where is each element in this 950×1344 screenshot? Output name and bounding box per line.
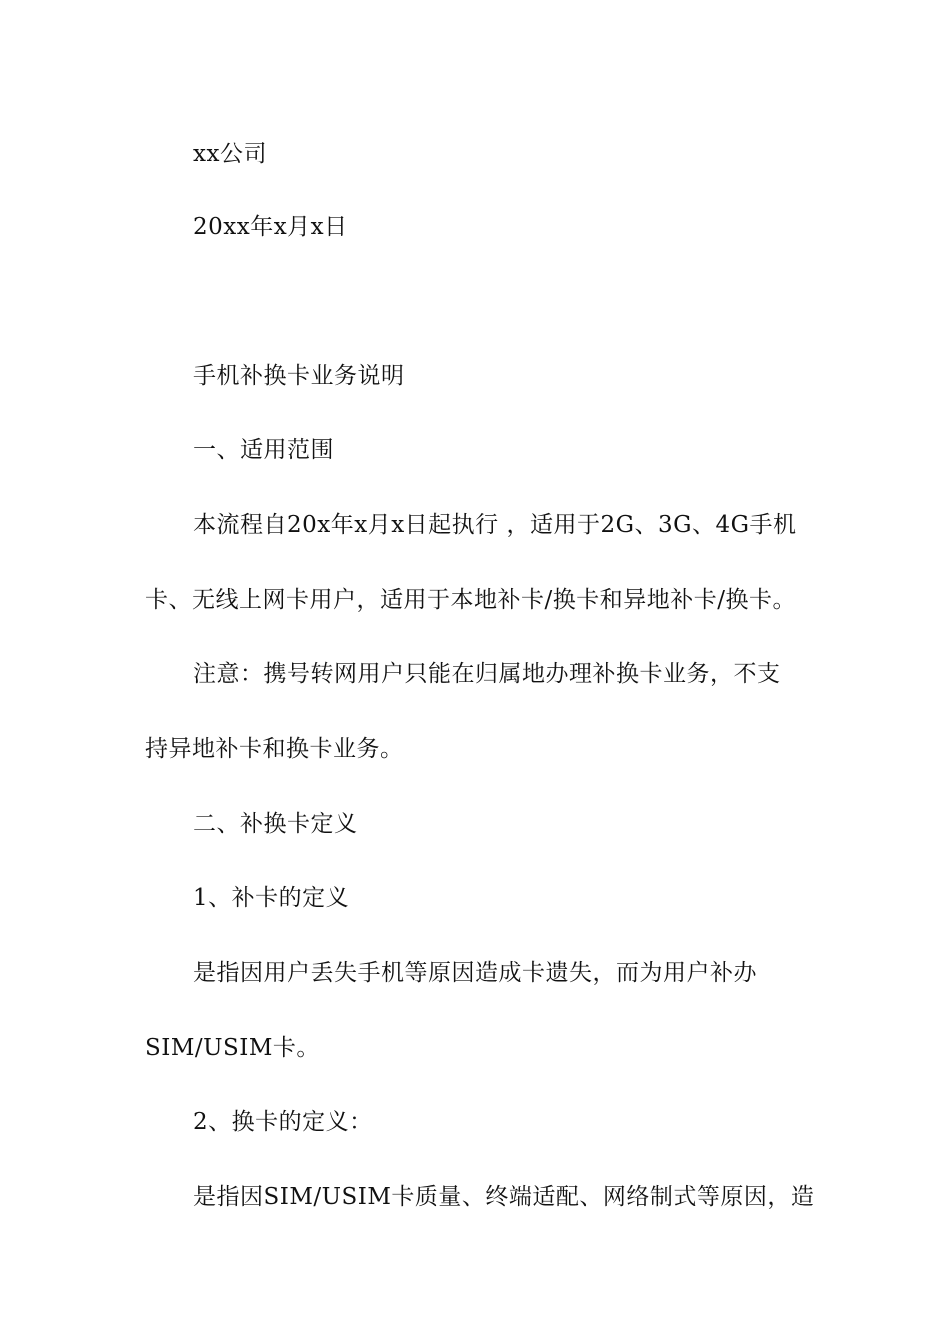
- subsection2-paragraph-line1: 是指因SIM/USIM卡质量、终端适配、网络制式等原因，造: [193, 1184, 815, 1210]
- signature-company: xx公司: [193, 141, 267, 167]
- section1-paragraph-line1: 本流程自20x年x月x日起执行 ，适用于2G、3G、4G手机: [193, 512, 797, 538]
- subsection1-paragraph-line2: SIM/USIM卡。: [145, 1035, 320, 1061]
- section1-note-line1: 注意：携号转网用户只能在归属地办理补换卡业务，不支: [193, 661, 781, 687]
- section1-note-line2: 持异地补卡和换卡业务。: [145, 736, 404, 762]
- subsection1-paragraph-line1: 是指因用户丢失手机等原因造成卡遗失，而为用户补办: [193, 960, 757, 986]
- section2-heading: 二、补换卡定义: [193, 811, 358, 837]
- subsection1-heading: 1、补卡的定义: [193, 885, 350, 911]
- signature-date: 20xx年x月x日: [193, 214, 348, 240]
- section1-heading: 一、适用范围: [193, 437, 334, 463]
- section1-paragraph-line2: 卡、无线上网卡用户，适用于本地补卡/换卡和异地补卡/换卡。: [145, 587, 796, 613]
- document-title: 手机补换卡业务说明: [193, 363, 405, 389]
- subsection2-heading: 2、换卡的定义：: [193, 1109, 373, 1135]
